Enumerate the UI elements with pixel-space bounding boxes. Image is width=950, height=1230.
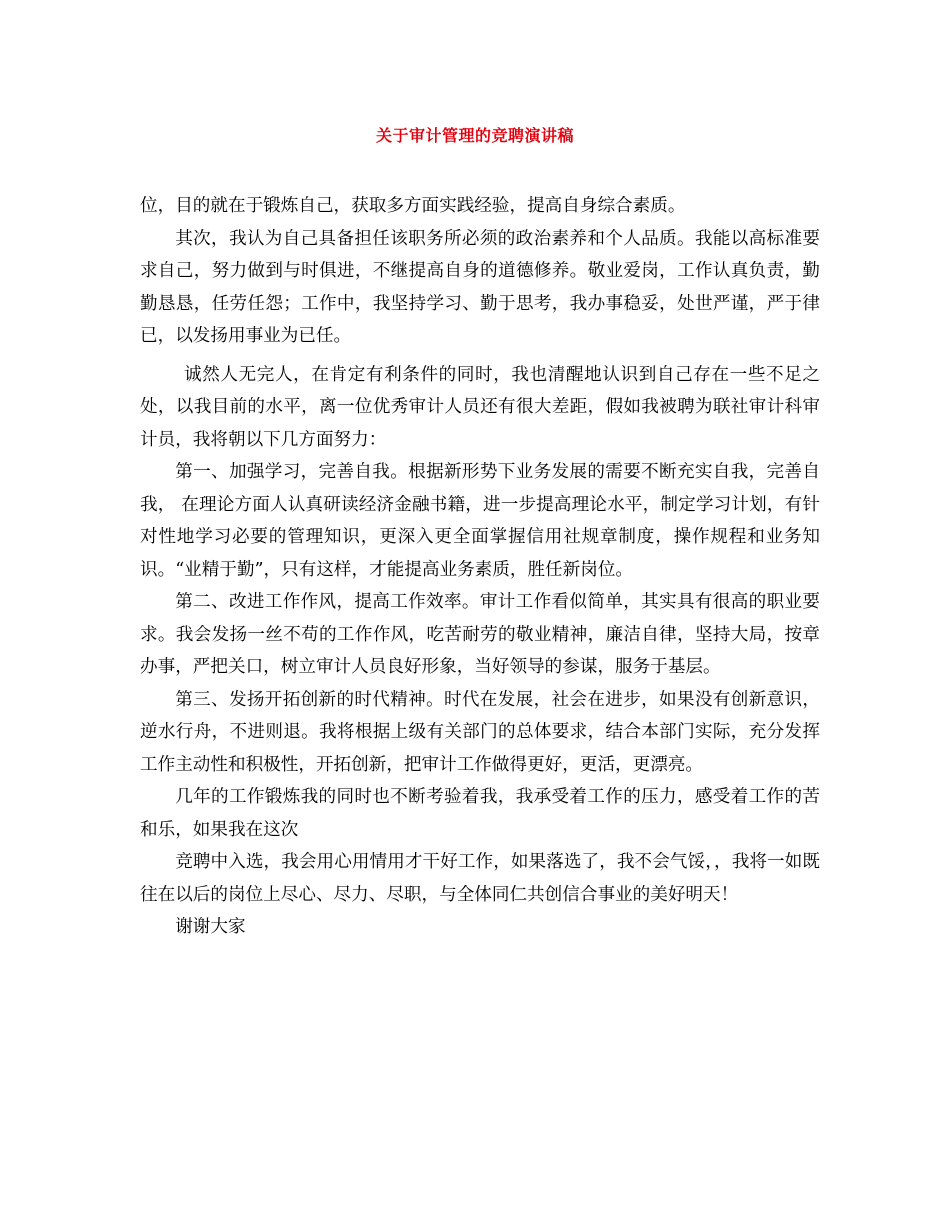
document-body bbox=[140, 190, 820, 944]
paragraph-qualities: 其次，我认为自己具备担任该职务所必须的政治素养和个人品质。我能以高标准要求自己，努力做到与时俱进，不继提高自身的道德修养。敬业爱岗，工作认真负责，勤勤恳恳，任劳任怨；工作中，我坚持学习、勤于思考，我办事稳妥，处世严谨，严于律已，以发扬用事业为已任。 bbox=[140, 228, 820, 346]
document-title: 关于审计管理的竞聘演讲稿 bbox=[375, 126, 574, 145]
paragraph-experience: 几年的工作锻炼我的同时也不断考验着我，我承受着工作的压力，感受着工作的苦和乐，如果我在这次 bbox=[140, 787, 820, 840]
paragraph-second-point: 第二、改进工作作风，提高工作效率。审计工作看似简单，其实具有很高的职业要求。我会发扬一丝不苟的工作作风，吃苦耐劳的敬业精神，廉洁自律，坚持大局，按章办事，严把关口，树立审计人员良好形象，当好领导的参谋，服务于基层。 bbox=[140, 592, 820, 677]
paragraph-first-point: 第一、加强学习，完善自我。根据新形势下业务发展的需要不断充实自我，完善自我， 在理论方面人认真研读经济金融书籍，进一步提高理论水平，制定学习计划，有针对性地学习必要的管理知识，更深入更全面掌握信用社规章制度，操作规程和业务知识。“业精于勤”，只有这样，才能提高业务素质，胜任新岗位。 bbox=[140, 462, 820, 580]
paragraph-continuation: 位，目的就在于锻炼自己，获取多方面实践经验，提高自身综合素质。 bbox=[140, 196, 686, 216]
paragraph-commitment: 竞聘中入选，我会用心用情用才干好工作，如果落选了，我不会气馁，，我将一如既往在以后的岗位上尽心、尽力、尽职，与全体同仁共创信合事业的美好明天！ bbox=[140, 852, 820, 905]
paragraph-shortcomings: 诚然人无完人，在肯定有利条件的同时，我也清醒地认识到自己存在一些不足之处，以我目前的水平，离一位优秀审计人员还有很大差距，假如我被聘为联社审计科审计员，我将朝以下几方面努力： bbox=[140, 364, 820, 450]
paragraph-third-point: 第三、发扬开拓创新的时代精神。时代在发展，社会在进步，如果没有创新意识，逆水行舟，不进则退。我将根据上级有关部门的总体要求，结合本部门实际，充分发挥工作主动性和积极性，开拓创新，把审计工作做得更好，更活，更漂亮。 bbox=[140, 689, 820, 775]
paragraph-closing: 谢谢大家 bbox=[175, 917, 246, 937]
